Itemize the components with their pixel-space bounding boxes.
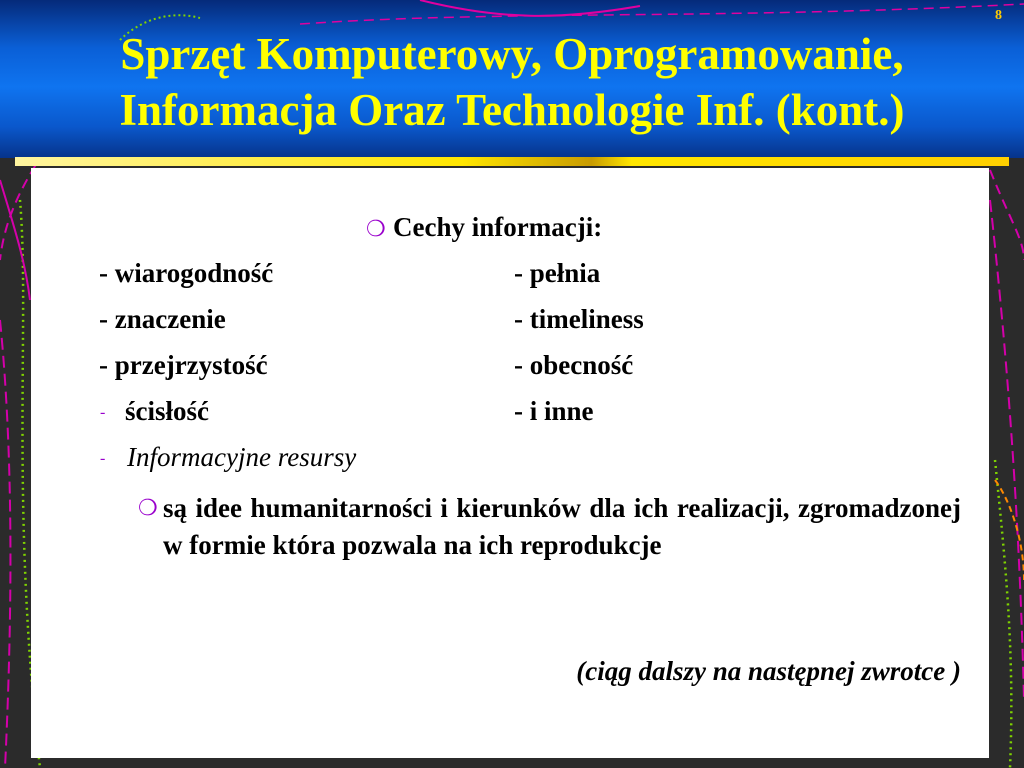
slide-number: 8 — [995, 8, 1002, 23]
right-list-item: - i inne — [514, 396, 594, 426]
content-area — [31, 168, 989, 758]
title-underline-bar — [15, 157, 1009, 166]
left-list-item: ścisłość — [125, 396, 209, 426]
title-band — [0, 0, 1024, 158]
dash-bullet-icon: - — [100, 450, 106, 467]
slide-title — [12, 26, 1012, 138]
slide-title-line-1: Sprzęt Komputerowy, Oprogramowanie, — [120, 29, 904, 79]
right-list-item: - timeliness — [514, 304, 644, 334]
continued-note: (ciąg dalszy na następnej zwrotce ) — [576, 656, 961, 686]
left-list-item: - wiarogodność — [99, 258, 274, 288]
right-list-item: - obecność — [514, 350, 634, 380]
hollow-circle-bullet-icon: ❍ — [138, 496, 158, 521]
section-heading: Cechy informacji: — [393, 212, 603, 242]
right-list-item: - pełnia — [514, 258, 601, 288]
sub-heading: Informacyjne resursy — [127, 442, 357, 472]
left-list-item: - przejrzystość — [99, 350, 268, 380]
dash-bullet-icon: - — [100, 404, 106, 421]
left-list-item: - znaczenie — [99, 304, 226, 334]
definition-paragraph: są idee humanitarności i kierunków dla ich realizacji, zgromadzonej w formie która pozwala na ich reprodukcje — [163, 493, 961, 560]
hollow-circle-bullet-icon: ❍ — [366, 217, 386, 242]
slide-title-line-2: Informacja Oraz Technologie Inf. (kont.) — [119, 85, 905, 135]
